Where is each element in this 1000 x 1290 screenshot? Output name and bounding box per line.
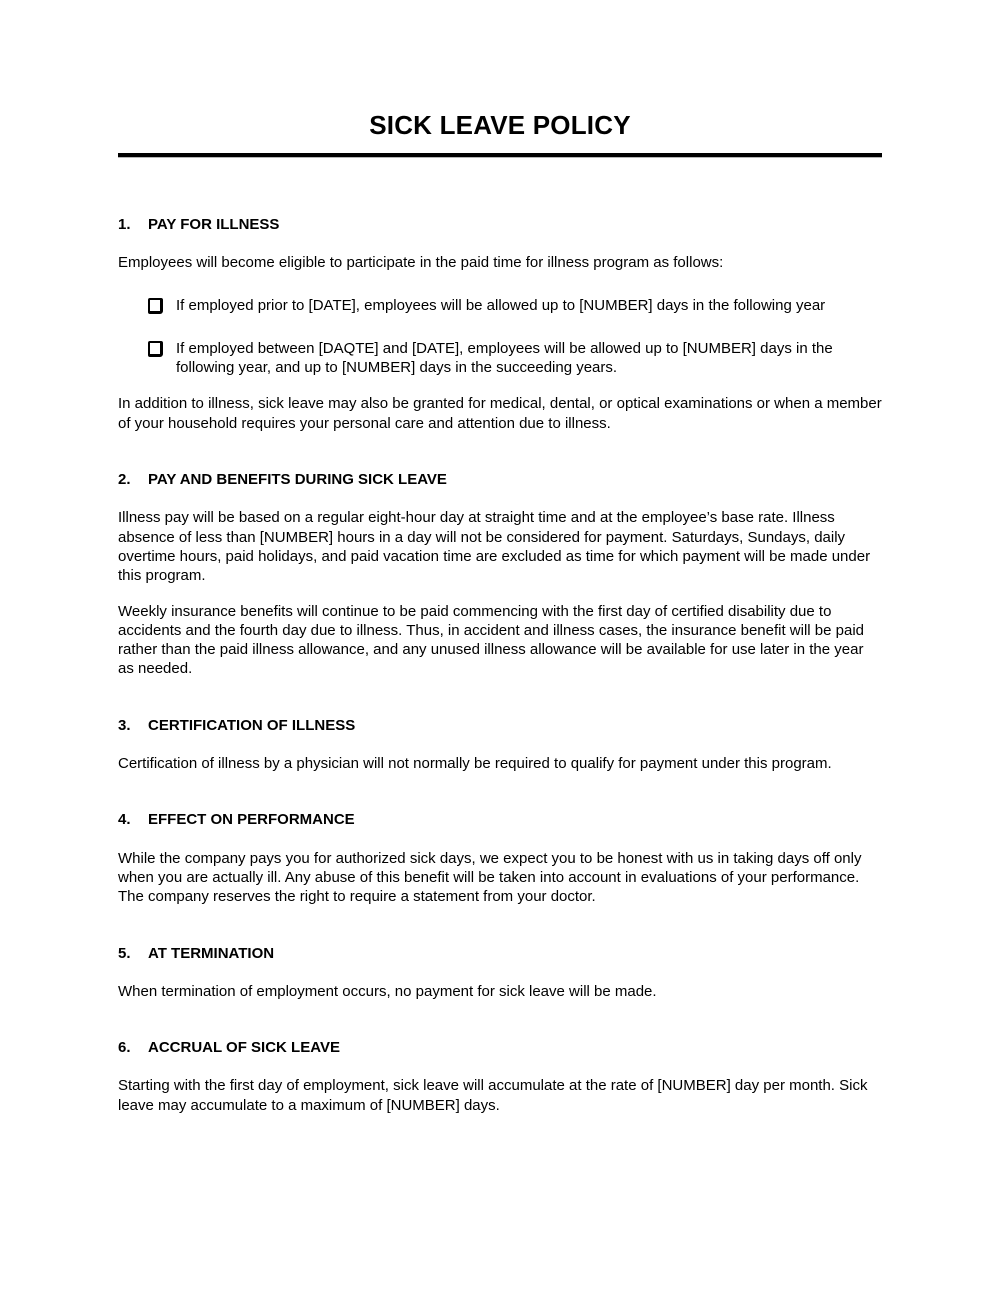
list-item-text: If employed prior to [DATE], employees will be allowed up to [NUMBER] days in the following year bbox=[176, 296, 826, 314]
section-paragraph: Starting with the first day of employment, sick leave will accumulate at the rate of [NUMBER] day per month. Sick leave may accumulate to a maximum of [NUMBER] days. bbox=[118, 1077, 868, 1114]
section-paragraph: When termination of employment occurs, no payment for sick leave will be made. bbox=[118, 982, 657, 1000]
section-number: 5. bbox=[118, 944, 131, 962]
section-accrual bbox=[118, 1038, 882, 1115]
section-heading-text: PAY AND BENEFITS DURING SICK LEAVE bbox=[148, 471, 447, 489]
section-paragraph: Illness pay will be based on a regular eight-hour day at straight time and at the employee’s base rate. Illness absence of less than [NUMBER] hours in a day will not be considered for payment. Saturdays, Sundays, daily overtime hours, paid holidays, and paid vacation time are excluded as time for which payment will be made under this program. bbox=[118, 509, 871, 585]
section-heading bbox=[118, 1038, 882, 1057]
bullet-list bbox=[148, 296, 882, 378]
list-item-text: If employed between [DAQTE] and [DATE], employees will be allowed up to [NUMBER] days in the following year, and up to [NUMBER] days in the succeeding years. bbox=[176, 339, 833, 377]
section-number: 2. bbox=[118, 471, 131, 489]
section-heading bbox=[118, 470, 882, 489]
document-title: SICK LEAVE POLICY bbox=[369, 110, 631, 140]
section-number: 1. bbox=[118, 216, 131, 233]
section-paragraph: Employees will become eligible to participate in the paid time for illness program as follows: bbox=[118, 254, 724, 272]
section-pay-for-illness bbox=[118, 215, 882, 433]
section-pay-and-benefits bbox=[118, 470, 882, 679]
section-heading-text: EFFECT ON PERFORMANCE bbox=[148, 811, 355, 829]
list-item bbox=[148, 296, 882, 315]
section-number: 4. bbox=[118, 811, 131, 829]
section-paragraph: While the company pays you for authorized sick days, we expect you to be honest with us in taking days off only when you are actually ill. Any abuse of this benefit will be taken into account in evaluations of your performance. The company reserves the right to require a statement from your doctor. bbox=[118, 849, 862, 906]
section-heading bbox=[118, 944, 882, 963]
section-heading bbox=[118, 810, 882, 829]
checkbox-icon bbox=[148, 341, 163, 357]
section-paragraph: Certification of illness by a physician will not normally be required to qualify for payment under this program. bbox=[118, 755, 832, 773]
section-number: 6. bbox=[118, 1039, 131, 1057]
section-paragraph: In addition to illness, sick leave may also be granted for medical, dental, or optical examinations or when a member of your household requires your personal care and attention due to illness. bbox=[118, 395, 882, 432]
title-rule bbox=[118, 153, 882, 158]
section-heading-text: PAY FOR ILLNESS bbox=[148, 216, 280, 233]
section-heading-text: CERTIFICATION OF ILLNESS bbox=[148, 716, 356, 734]
section-number: 3. bbox=[118, 716, 131, 734]
section-heading-text: ACCRUAL OF SICK LEAVE bbox=[148, 1039, 340, 1057]
section-certification bbox=[118, 716, 882, 774]
section-at-termination bbox=[118, 944, 882, 1002]
section-effect-on-performance bbox=[118, 810, 882, 906]
section-heading bbox=[118, 215, 882, 234]
section-heading-text: AT TERMINATION bbox=[148, 944, 275, 962]
section-heading bbox=[118, 716, 882, 735]
section-paragraph: Weekly insurance benefits will continue to be paid commencing with the first day of certified disability due to accidents and the fourth day due to illness. Thus, in accident and illness cases, the insurance benefit will be paid rather than the paid illness allowance, and any unused illness allowance will be available for use later in the year as needed. bbox=[118, 602, 865, 678]
checkbox-icon bbox=[148, 298, 163, 314]
list-item bbox=[148, 339, 882, 378]
